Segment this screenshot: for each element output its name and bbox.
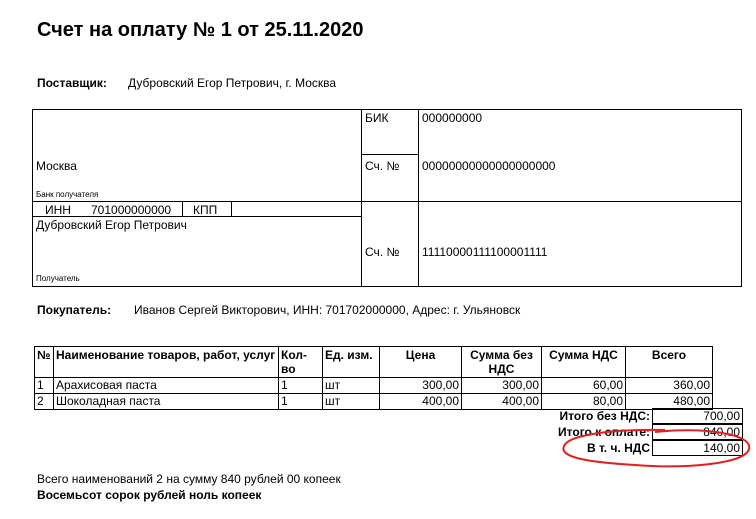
red-highlight-circle — [555, 424, 756, 474]
buyer-value: Иванов Сергей Викторович, ИНН: 701702000000, Адрес: г. Ульяновск — [134, 303, 521, 317]
total-to-pay-label: Итого к оплате: — [558, 425, 650, 439]
cell-qty: 1 — [279, 394, 323, 410]
bik-value: 000000000 — [422, 111, 483, 125]
cell-unit: шт — [323, 378, 380, 394]
cell-sum-no-vat: 300,00 — [462, 378, 542, 394]
total-vat-value: 140,00 — [652, 440, 743, 456]
header-number: № — [35, 347, 54, 378]
header-price: Цена — [380, 347, 462, 378]
document-title: Счет на оплату № 1 от 25.11.2020 — [37, 19, 364, 41]
cell-price: 300,00 — [380, 378, 462, 394]
supplier-label: Поставщик: — [37, 76, 107, 90]
cell-number: 1 — [35, 378, 54, 394]
cell-sum-no-vat: 400,00 — [462, 394, 542, 410]
header-unit: Ед. изм. — [323, 347, 380, 378]
bank-city: Москва — [36, 159, 77, 173]
recipient-name: Дубровский Егор Петрович — [36, 218, 187, 232]
cell-number: 2 — [35, 394, 54, 410]
header-name: Наименование товаров, работ, услуг — [54, 347, 279, 378]
cell-vat-sum: 80,00 — [542, 394, 626, 410]
items-header-row — [35, 347, 713, 378]
bank-account-value: 00000000000000000000 — [422, 159, 556, 173]
cell-unit: шт — [323, 394, 380, 410]
total-without-vat-value: 700,00 — [652, 408, 743, 424]
recipient-caption: Получатель — [36, 274, 80, 283]
buyer-label: Покупатель: — [37, 303, 112, 317]
total-to-pay-value: 840,00 — [652, 424, 743, 440]
bik-label: БИК — [365, 111, 389, 125]
cell-name: Шоколадная паста — [54, 394, 279, 410]
total-without-vat-label: Итого без НДС: — [559, 409, 650, 423]
header-qty: Кол-во — [279, 347, 323, 378]
bank-caption: Банк получателя — [36, 190, 99, 199]
recipient-account-label: Сч. № — [365, 245, 400, 259]
summary-line-2: Восемьсот сорок рублей ноль копеек — [37, 488, 262, 502]
cell-price: 400,00 — [380, 394, 462, 410]
header-total: Всего — [626, 347, 713, 378]
cell-total: 480,00 — [626, 394, 713, 410]
kpp-label: КПП — [193, 203, 218, 217]
bank-account-label: Сч. № — [365, 159, 400, 173]
supplier-value: Дубровский Егор Петрович, г. Москва — [128, 76, 337, 90]
inn-label: ИНН — [45, 203, 71, 217]
inn-value: 701000000000 — [91, 203, 172, 217]
header-sum-no-vat: Сумма без НДС — [462, 347, 542, 378]
cell-qty: 1 — [279, 378, 323, 394]
total-vat-label: В т. ч. НДС — [586, 441, 650, 455]
items-table — [34, 346, 713, 410]
cell-name: Арахисовая паста — [54, 378, 279, 394]
header-vat-sum: Сумма НДС — [542, 347, 626, 378]
recipient-account-value: 11110000111100001111 — [422, 245, 548, 259]
cell-vat-sum: 60,00 — [542, 378, 626, 394]
summary-line-1: Всего наименований 2 на сумму 840 рублей 00 копеек — [37, 472, 341, 486]
table-row — [35, 394, 713, 410]
table-row — [35, 378, 713, 394]
cell-total: 360,00 — [626, 378, 713, 394]
